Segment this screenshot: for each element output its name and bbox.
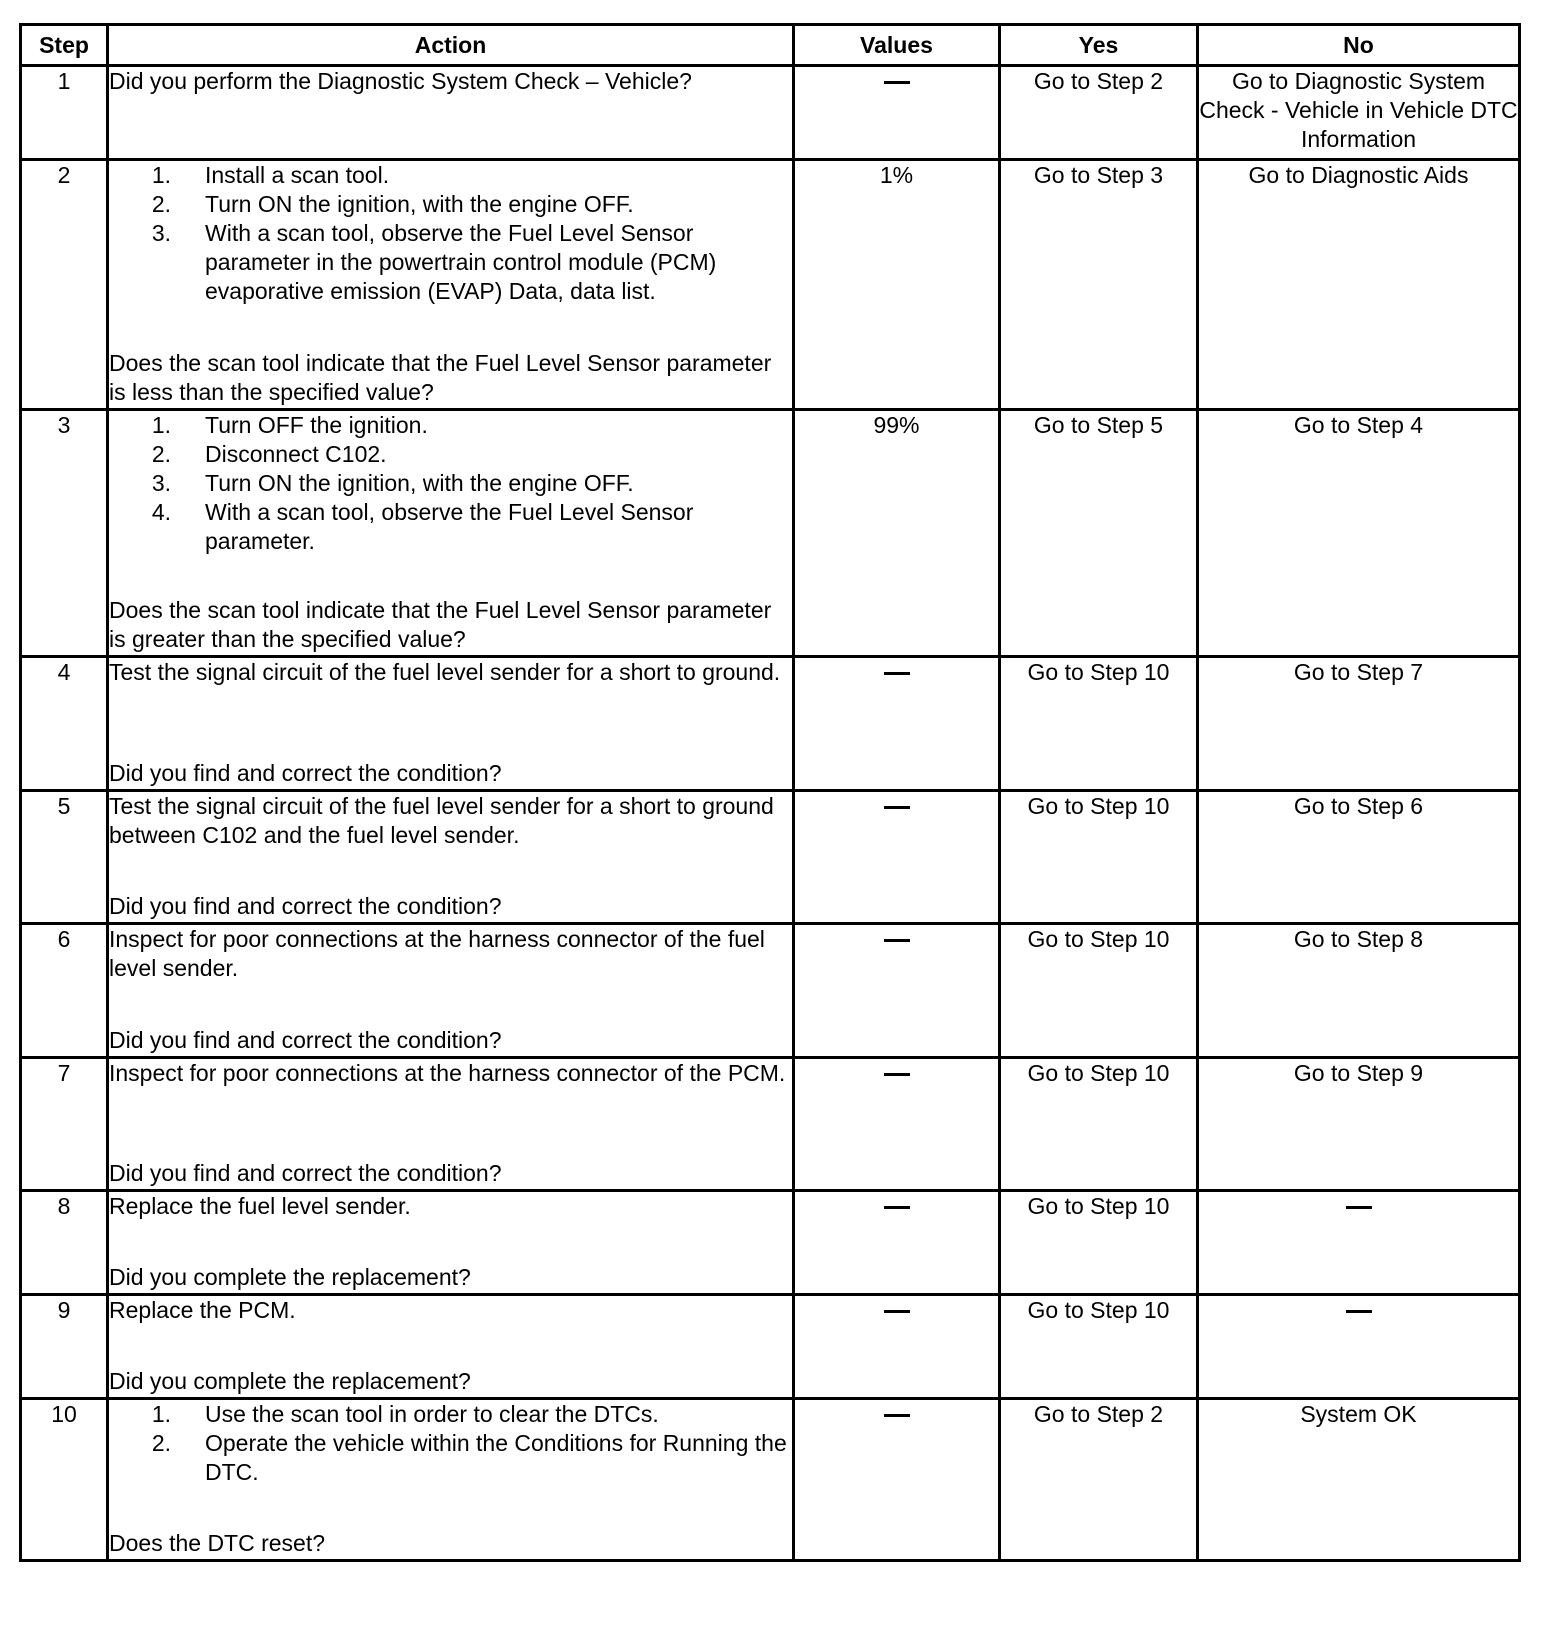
action-intro: Replace the fuel level sender. [109,1193,411,1219]
action-question: Does the DTC reset? [109,1530,326,1556]
action-question: Did you find and correct the condition? [109,760,502,786]
yes-link-cell: Go to Step 10 [1000,1295,1198,1399]
table-row [21,1191,1520,1295]
table-row [21,657,1520,791]
value-text: 1% [879,162,914,188]
no-link-cell [1198,160,1520,410]
action-question: Did you complete the replacement? [109,1264,471,1290]
substep-number: 1. [151,162,171,188]
yes-link-cell: Go to Step 10 [1000,924,1198,1058]
substep-text: Turn ON the ignition, with the engine OFF. [205,470,634,496]
value-cell [794,924,1000,1058]
substep-number: 2. [151,1430,171,1456]
substep-text: Operate the vehicle within the Conditions for Running the DTC. [205,1430,787,1485]
substep-text: Use the scan tool in order to clear the DTCs. [205,1401,659,1427]
header-yes: Yes [1000,25,1198,66]
dash-icon [884,1206,910,1209]
no-link-cell [1198,1058,1520,1191]
table-row [21,1058,1520,1191]
dash-icon [1346,1310,1372,1313]
action-question: Did you find and correct the condition? [109,1027,502,1053]
no-link-text: Go to Step 7 [1293,659,1424,685]
action-question: Does the scan tool indicate that the Fuel Level Sensor parameter is greater than the specified value? [109,597,772,652]
action-top [109,67,792,96]
no-link-cell [1198,1399,1520,1561]
yes-link-cell: Go to Step 2 [1000,1399,1198,1561]
step-number: 10 [21,1399,108,1561]
action-cell [108,410,794,657]
no-link-cell [1198,1295,1520,1399]
substep-item [109,440,792,469]
table-row [21,66,1520,160]
action-top [109,792,792,850]
action-cell [108,1295,794,1399]
action-content [109,925,792,1055]
substep-text: With a scan tool, observe the Fuel Level Sensor parameter. [205,499,694,554]
substep-number: 3. [151,220,171,246]
action-intro: Test the signal circuit of the fuel level sender for a short to ground between C102 and the fuel level sender. [109,793,774,848]
header-no: No [1198,25,1520,66]
action-intro: Did you perform the Diagnostic System Check – Vehicle? [109,68,692,94]
step-number: 9 [21,1295,108,1399]
substep-text: With a scan tool, observe the Fuel Level Sensor parameter in the powertrain control module (PCM) evaporative emission (EVAP) Data, data list. [205,220,717,304]
header-values: Values [794,25,1000,66]
action-top [109,1296,792,1325]
step-number: 3 [21,410,108,657]
step-number: 5 [21,791,108,924]
yes-link-cell: Go to Step 10 [1000,657,1198,791]
table-row [21,160,1520,410]
action-intro: Inspect for poor connections at the harness connector of the PCM. [109,1060,786,1086]
no-link-cell [1198,791,1520,924]
dash-icon [884,939,910,942]
value-cell [794,1399,1000,1561]
value-cell [794,410,1000,657]
substep-list [109,411,792,556]
action-content [109,792,792,921]
header-action: Action [108,25,794,66]
substep-item [109,190,792,219]
action-content [109,1192,792,1292]
no-link-text: Go to Diagnostic System Check - Vehicle in Vehicle DTC Information [1199,68,1518,152]
step-number: 6 [21,924,108,1058]
no-link-text: Go to Step 4 [1293,412,1424,438]
action-top [109,1400,792,1487]
no-link-cell [1198,924,1520,1058]
yes-link-cell: Go to Step 10 [1000,791,1198,924]
no-link-text: Go to Step 8 [1293,926,1424,952]
action-top [109,161,792,306]
table-body [21,66,1520,1561]
substep-number: 1. [151,1401,171,1427]
action-top [109,411,792,556]
no-link-text: System OK [1300,1401,1417,1427]
action-top [109,658,792,687]
dash-icon [884,806,910,809]
substep-item [109,161,792,190]
step-number: 2 [21,160,108,410]
header-step: Step [21,25,108,66]
dash-icon [1346,1206,1372,1209]
dash-icon [884,1414,910,1417]
step-number: 8 [21,1191,108,1295]
substep-text: Install a scan tool. [205,162,390,188]
substep-item [109,469,792,498]
step-number: 1 [21,66,108,160]
substep-number: 3. [151,470,171,496]
value-cell [794,791,1000,924]
yes-link-cell: Go to Step 5 [1000,410,1198,657]
action-content [109,161,792,407]
substep-list [109,161,792,306]
substep-number: 4. [151,499,171,525]
action-cell [108,924,794,1058]
no-link-text: Go to Step 6 [1293,793,1424,819]
action-cell [108,160,794,410]
table-row [21,1399,1520,1561]
dash-icon [884,672,910,675]
no-link-cell [1198,410,1520,657]
substep-text: Disconnect C102. [205,441,387,467]
diagnostic-table [19,23,1521,1562]
dash-icon [884,81,910,84]
action-cell [108,1191,794,1295]
action-cell [108,657,794,791]
no-link-text: Go to Step 9 [1293,1060,1424,1086]
no-link-cell [1198,66,1520,160]
substep-item [109,411,792,440]
action-cell [108,1399,794,1561]
action-top [109,1192,792,1221]
substep-text: Turn ON the ignition, with the engine OFF. [205,191,634,217]
substep-number: 2. [151,191,171,217]
action-top [109,1059,792,1088]
table-row [21,410,1520,657]
value-text: 99% [873,412,920,438]
action-content [109,67,792,157]
yes-link-cell: Go to Step 2 [1000,66,1198,160]
substep-text: Turn OFF the ignition. [205,412,428,438]
substep-number: 2. [151,441,171,467]
value-cell [794,1058,1000,1191]
action-question: Did you find and correct the condition? [109,893,502,919]
action-top [109,925,792,983]
action-cell [108,66,794,160]
action-content [109,1296,792,1396]
value-cell [794,66,1000,160]
step-number: 4 [21,657,108,791]
no-link-text: Go to Diagnostic Aids [1248,162,1469,188]
yes-link-cell: Go to Step 10 [1000,1058,1198,1191]
action-cell [108,1058,794,1191]
action-content [109,658,792,788]
value-cell [794,1191,1000,1295]
action-question: Does the scan tool indicate that the Fuel Level Sensor parameter is less than the specified value? [109,350,772,405]
yes-link-cell: Go to Step 3 [1000,160,1198,410]
dash-icon [884,1073,910,1076]
action-intro: Replace the PCM. [109,1297,296,1323]
action-content [109,1400,792,1558]
step-number: 7 [21,1058,108,1191]
value-cell [794,1295,1000,1399]
action-content [109,411,792,654]
action-cell [108,791,794,924]
substep-item [109,1400,792,1429]
header-row [21,25,1520,66]
substep-item [109,498,792,556]
no-link-cell [1198,1191,1520,1295]
action-content [109,1059,792,1188]
action-intro: Inspect for poor connections at the harness connector of the fuel level sender. [109,926,765,981]
value-cell [794,657,1000,791]
dash-icon [884,1310,910,1313]
substep-number: 1. [151,412,171,438]
table-row [21,791,1520,924]
value-cell [794,160,1000,410]
action-intro: Test the signal circuit of the fuel level sender for a short to ground. [109,659,781,685]
substep-list [109,1400,792,1487]
substep-item [109,1429,792,1487]
table-row [21,1295,1520,1399]
substep-item [109,219,792,306]
no-link-cell [1198,657,1520,791]
yes-link-cell: Go to Step 10 [1000,1191,1198,1295]
action-question: Did you find and correct the condition? [109,1160,502,1186]
action-question: Did you complete the replacement? [109,1368,471,1394]
table-row [21,924,1520,1058]
